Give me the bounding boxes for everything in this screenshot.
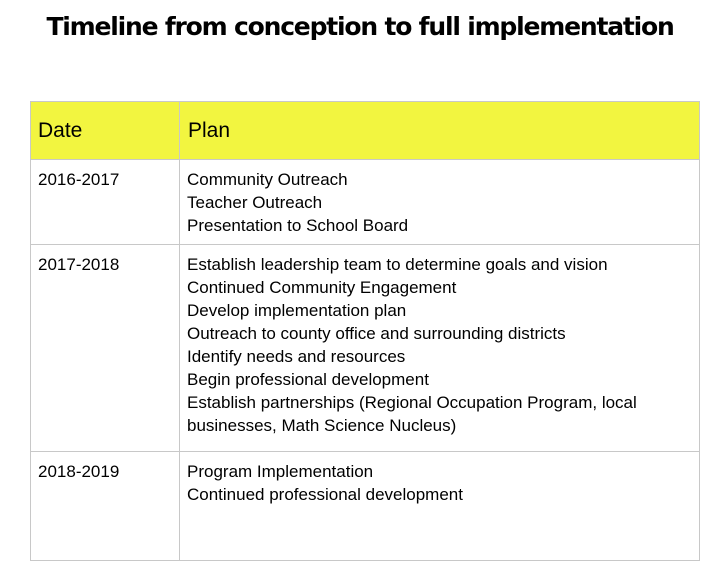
plan-item: Establish leadership team to determine goals and vision <box>187 255 608 274</box>
date-cell: 2016-2017 <box>31 160 180 245</box>
timeline-table <box>30 101 700 561</box>
plan-item: Begin professional development <box>187 370 429 389</box>
date-column-header: Date <box>31 102 180 160</box>
plan-item: Teacher Outreach <box>187 193 323 212</box>
table-header-row <box>31 102 700 160</box>
plan-item: Establish partnerships (Regional Occupation Program, local businesses, Math Science Nucleus) <box>187 393 637 435</box>
plan-cell <box>180 160 700 245</box>
plan-column-header: Plan <box>180 102 700 160</box>
table-row <box>31 245 700 452</box>
plan-item: Develop implementation plan <box>187 301 407 320</box>
plan-item: Identify needs and resources <box>187 347 406 366</box>
plan-item: Presentation to School Board <box>187 216 409 235</box>
plan-item: Community Outreach <box>187 170 348 189</box>
plan-item: Continued professional development <box>187 485 463 504</box>
slide-title: Timeline from conception to full implementation <box>46 12 674 41</box>
table-row <box>31 452 700 561</box>
plan-cell <box>180 452 700 561</box>
date-cell: 2017-2018 <box>31 245 180 452</box>
plan-item: Continued Community Engagement <box>187 278 457 297</box>
plan-cell <box>180 245 700 452</box>
table-row <box>31 160 700 245</box>
date-cell: 2018-2019 <box>31 452 180 561</box>
plan-item: Program Implementation <box>187 462 374 481</box>
plan-item: Outreach to county office and surrounding districts <box>187 324 566 343</box>
